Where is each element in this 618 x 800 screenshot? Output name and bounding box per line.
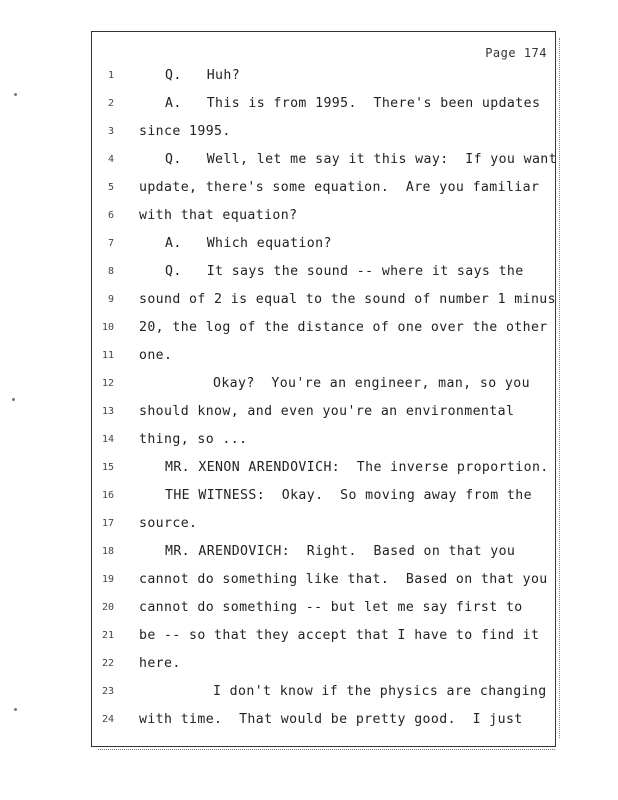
line-number: 6 bbox=[107, 210, 114, 221]
transcript-line: cannot do something -- but let me say first to bbox=[139, 600, 523, 615]
line-number: 11 bbox=[101, 350, 114, 361]
line-number: 18 bbox=[101, 546, 114, 557]
line-number: 19 bbox=[101, 574, 114, 585]
transcript-line: source. bbox=[139, 516, 198, 531]
transcript-line: A. Which equation? bbox=[165, 236, 332, 251]
line-number: 10 bbox=[101, 322, 114, 333]
line-number: 4 bbox=[107, 154, 114, 165]
line-number: 1 bbox=[107, 70, 114, 81]
line-number: 5 bbox=[107, 182, 114, 193]
transcript-line: I don't know if the physics are changing bbox=[213, 684, 547, 699]
line-number: 21 bbox=[101, 630, 114, 641]
line-number: 7 bbox=[107, 238, 114, 249]
transcript-line: since 1995. bbox=[139, 124, 231, 139]
line-number: 16 bbox=[101, 490, 114, 501]
transcript-line: Q. It says the sound -- where it says the bbox=[165, 264, 524, 279]
line-number: 24 bbox=[101, 714, 114, 725]
transcript-line: with time. That would be pretty good. I just bbox=[139, 712, 523, 727]
transcript-line: 20, the log of the distance of one over the other bbox=[139, 320, 548, 335]
transcript-line: Q. Well, let me say it this way: If you want bbox=[165, 152, 557, 167]
line-number: 2 bbox=[107, 98, 114, 109]
margin-speck bbox=[12, 398, 15, 401]
line-number: 20 bbox=[101, 602, 114, 613]
transcript-line: sound of 2 is equal to the sound of number 1 minus bbox=[139, 292, 556, 307]
page-edge-shadow-bottom bbox=[98, 748, 555, 750]
line-number: 14 bbox=[101, 434, 114, 445]
transcript-line: MR. XENON ARENDOVICH: The inverse proportion. bbox=[165, 460, 549, 475]
transcript-line: Okay? You're an engineer, man, so you bbox=[213, 376, 530, 391]
transcript-line: one. bbox=[139, 348, 173, 363]
line-number: 9 bbox=[107, 294, 114, 305]
transcript-line: Q. Huh? bbox=[165, 68, 241, 83]
transcript-line: with that equation? bbox=[139, 208, 298, 223]
transcript-line: here. bbox=[139, 656, 181, 671]
line-number: 8 bbox=[107, 266, 114, 277]
transcript-line: update, there's some equation. Are you familiar bbox=[139, 180, 540, 195]
line-number: 15 bbox=[101, 462, 114, 473]
transcript-line: thing, so ... bbox=[139, 432, 248, 447]
page-edge-shadow bbox=[558, 38, 560, 738]
transcript-line: THE WITNESS: Okay. So moving away from the bbox=[165, 488, 532, 503]
line-number: 3 bbox=[107, 126, 114, 137]
line-number: 17 bbox=[101, 518, 114, 529]
line-number: 12 bbox=[101, 378, 114, 389]
line-number: 22 bbox=[101, 658, 114, 669]
margin-speck bbox=[14, 93, 17, 96]
transcript-line: A. This is from 1995. There's been updates bbox=[165, 96, 541, 111]
transcript-line: should know, and even you're an environmental bbox=[139, 404, 515, 419]
page-number: Page 174 bbox=[485, 46, 547, 60]
margin-speck bbox=[14, 708, 17, 711]
transcript-line: cannot do something like that. Based on that you bbox=[139, 572, 548, 587]
line-number: 23 bbox=[101, 686, 114, 697]
transcript-line: MR. ARENDOVICH: Right. Based on that you bbox=[165, 544, 516, 559]
transcript-page bbox=[91, 31, 556, 747]
transcript-line: be -- so that they accept that I have to find it bbox=[139, 628, 540, 643]
line-number: 13 bbox=[101, 406, 114, 417]
